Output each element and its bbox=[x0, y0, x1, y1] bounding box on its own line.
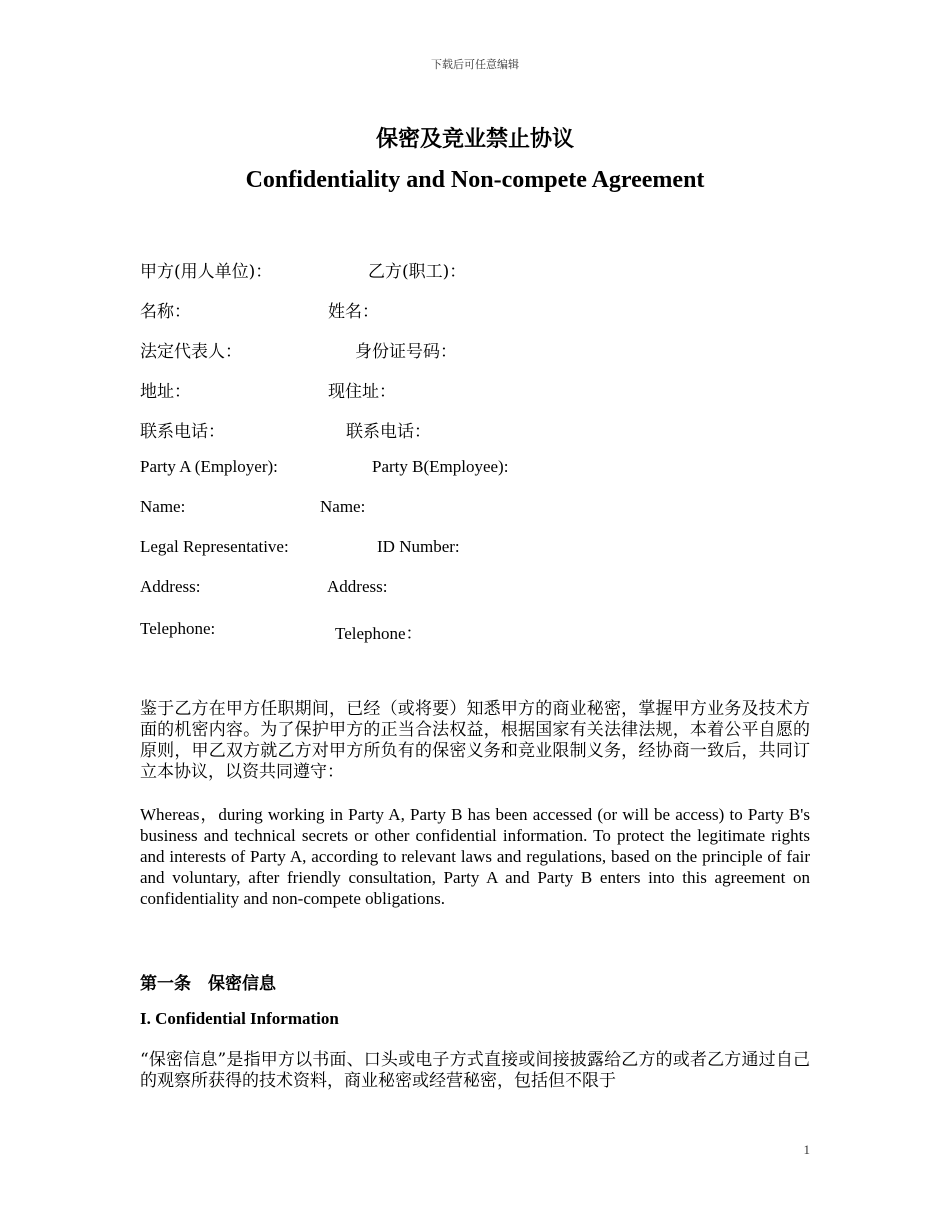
party-row-en-5 bbox=[140, 619, 820, 643]
phone-a-label-en: Telephone: bbox=[140, 619, 216, 638]
party-b-label-en: Party B(Employee): bbox=[372, 457, 509, 476]
document-title-cn: 保密及竞业禁止协议 bbox=[375, 126, 574, 152]
company-name-label-en: Name: bbox=[140, 497, 186, 516]
party-a-label-cn: 甲方(用人单位)： bbox=[140, 262, 273, 282]
current-address-label-cn: 现住址： bbox=[328, 382, 396, 402]
article-1-body-cn: “保密信息”是指甲方以书面、口头或电子方式直接或间接披露给乙方的或者乙方通过自己的观察所获得的技术资料，商业秘密或经营秘密，包括但不限于 bbox=[140, 1050, 810, 1091]
article-1-heading-cn: 第一条 保密信息 bbox=[140, 974, 276, 994]
address-label-cn: 地址： bbox=[140, 382, 191, 402]
party-row-cn-5 bbox=[140, 417, 820, 441]
party-b-label-cn: 乙方(职工)： bbox=[368, 262, 467, 282]
address-a-label-en: Address: bbox=[140, 577, 201, 596]
preamble-en: Whereas，during working in Party A, Party B has been accessed (or will be access) to Party B's business and technical secrets or other confidential information. To protect the legitimate rights and interests of Party A, according to relevant laws and regulations, based on the principle of fair and voluntary, after friendly consultation, Party A and Party B enters into this agreement on confidentiality and non-compete obligations. bbox=[140, 805, 810, 908]
preamble-cn: 鉴于乙方在甲方任职期间，已经（或将要）知悉甲方的商业秘密，掌握甲方业务及技术方面的机密内容。为了保护甲方的正当合法权益，根据国家有关法律法规，本着公平自愿的原则，甲乙双方就乙方对甲方所负有的保密义务和竞业限制义务，经协商一致后，共同订立本协议，以资共同遵守： bbox=[140, 699, 810, 782]
employee-name-label-cn: 姓名： bbox=[328, 302, 379, 322]
page-number: 1 bbox=[803, 1142, 810, 1157]
phone-b-label-en: Telephone： bbox=[335, 624, 423, 643]
address-b-label-en: Address: bbox=[327, 577, 388, 596]
article-1-heading-en: I. Confidential Information bbox=[140, 1009, 339, 1028]
party-row-en-3 bbox=[140, 537, 820, 561]
legal-rep-label-en: Legal Representative: bbox=[140, 537, 289, 556]
company-name-label-cn: 名称： bbox=[140, 302, 191, 322]
phone-a-label-cn: 联系电话： bbox=[140, 422, 225, 442]
party-row-cn-1 bbox=[140, 257, 820, 281]
phone-b-label-cn: 联系电话： bbox=[346, 422, 431, 442]
party-row-en-1 bbox=[140, 457, 820, 481]
page-header: 下载后可任意编辑 bbox=[431, 58, 519, 71]
legal-rep-label-cn: 法定代表人： bbox=[140, 342, 242, 362]
party-row-cn-3 bbox=[140, 337, 820, 361]
party-row-en-4 bbox=[140, 577, 820, 601]
party-row-cn-4 bbox=[140, 377, 820, 401]
id-number-label-cn: 身份证号码： bbox=[355, 342, 457, 362]
id-number-label-en: ID Number: bbox=[377, 537, 460, 556]
party-row-en-2 bbox=[140, 497, 820, 521]
party-a-label-en: Party A (Employer): bbox=[140, 457, 278, 476]
document-title-en: Confidentiality and Non-compete Agreement bbox=[245, 167, 705, 193]
employee-name-label-en: Name: bbox=[320, 497, 366, 516]
party-row-cn-2 bbox=[140, 297, 820, 321]
